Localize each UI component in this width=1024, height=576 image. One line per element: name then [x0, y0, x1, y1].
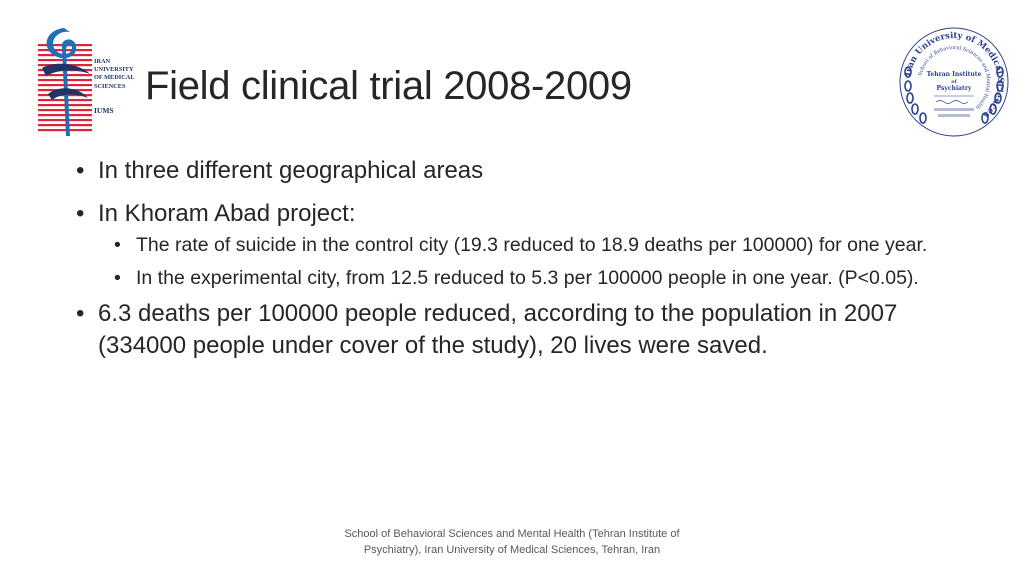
svg-text:Iran University of Medical Sci: Iran University of Medical Sciences — [903, 30, 1006, 120]
bullet-text: 6.3 deaths per 100000 people reduced, according to the population in 2007 (334000 people under cover of the study), 20 lives were saved. — [98, 300, 898, 359]
sub-bullet-text: The rate of suicide in the control city (19.3 reduced to 18.9 deaths per 100000) for one year. — [136, 234, 928, 256]
bullet-dot: • — [76, 300, 85, 327]
iran-university-seal-icon — [896, 24, 1012, 140]
bullet-dot: • — [114, 234, 121, 256]
iums-logo-text: IRAN UNIVERSITY OF MEDICAL SCIENCES — [94, 58, 135, 90]
svg-text:School of Behavioral Sciences: School of Behavioral Sciences and Mental Health — [917, 44, 992, 111]
svg-text:Tehran Institute: Tehran Institute — [926, 71, 982, 78]
slide-footer: School of Behavioral Sciences and Mental Health (Tehran Institute of Psychiatry), Iran University of Medical Sciences, Tehran, Iran — [344, 528, 680, 556]
bullet-dot: • — [76, 157, 85, 184]
bullet-text: In Khoram Abad project: — [98, 200, 356, 227]
slide-title: Field clinical trial 2008-2009 — [145, 64, 632, 108]
bullet-khoram-abad — [76, 197, 976, 230]
bullet-lives-saved — [76, 298, 968, 362]
sub-bullet-experimental-city — [114, 265, 936, 292]
iums-logo-abbr: IUMS — [94, 106, 114, 115]
sub-bullet-control-city — [114, 232, 936, 259]
svg-text:Psychiatry: Psychiatry — [936, 85, 972, 92]
bullet-dot: • — [114, 267, 121, 289]
bullet-text: In three different geographical areas — [98, 157, 484, 184]
bullet-dot: • — [76, 200, 85, 227]
sub-bullet-text: In the experimental city, from 12.5 reduced to 5.3 per 100000 people in one year. (P<0.05). — [136, 267, 919, 289]
svg-text:of: of — [951, 79, 957, 85]
slide-body — [76, 154, 976, 372]
bullet-areas — [76, 154, 976, 187]
